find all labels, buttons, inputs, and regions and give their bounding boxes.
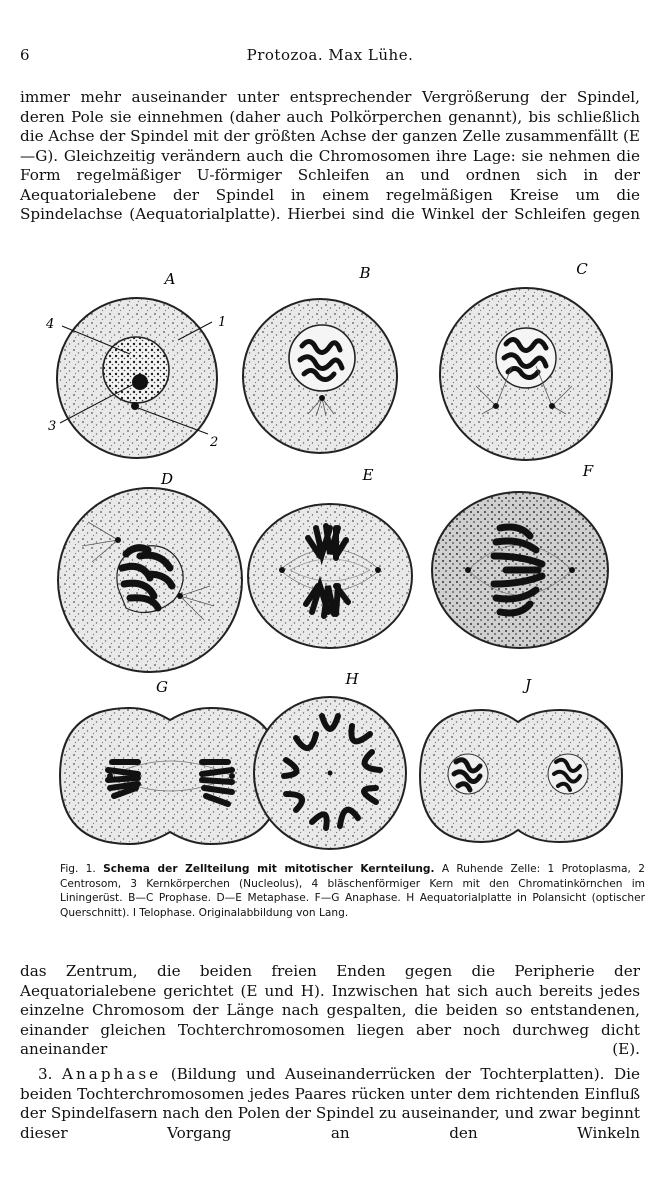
callout-3: 3 — [48, 419, 57, 434]
panel-label-a: A — [164, 270, 176, 288]
panel-label-g: G — [156, 678, 168, 696]
page-number: 6 — [20, 46, 30, 64]
page-header — [20, 46, 640, 68]
cell-g — [60, 708, 280, 844]
running-title: Protozoa. Max Lühe. — [246, 46, 414, 64]
caption-body: A Ruhende Zelle: 1 Protoplasma, 2 Centrosom, 3 Kernkörperchen (Nucleolus), 4 bläschenförmiger Kern mit den Chromatinkörnchen im Liningerüst. B—C Prophase. D—E Metaphase. F—G Anaphase. H Aequatorialplatte in Polansicht (optischer Querschnitt). I Telophase. Originalabbildung von Lang. — [60, 863, 645, 919]
paragraph-bottom: das Zentrum, die beiden freien Enden gegen die Peripherie der Aequatorialebene gerichtet (E und H). Inzwischen hat sich auch bereits jedes einzelne Chromosom der Länge nach gespalten, die beiden so entstandenen, einander gleichen Tochterchromosomen liegen aber noch durchweg dicht aneinander (E). — [20, 962, 640, 1058]
panel-label-b: B — [359, 264, 371, 282]
figure-caption — [60, 862, 645, 920]
caption-title: Schema der Zellteilung mit mitotischer Kernteilung. — [103, 863, 435, 875]
callout-4: 4 — [46, 317, 55, 332]
panel-label-h: H — [345, 670, 359, 688]
callout-2: 2 — [210, 435, 219, 450]
panel-label-c: C — [576, 260, 588, 278]
section-term: Anaphase — [62, 1065, 162, 1083]
callout-1: 1 — [218, 315, 227, 330]
panel-label-f: F — [582, 462, 594, 480]
panel-label-e: E — [362, 466, 374, 484]
panel-label-j: J — [524, 676, 532, 694]
section-number: 3. — [38, 1065, 53, 1083]
mitosis-figure — [0, 258, 660, 858]
cell-h — [254, 697, 406, 849]
panel-label-d: D — [160, 470, 174, 488]
paragraph-top: immer mehr auseinander unter entsprechender Vergrößerung der Spindel, deren Pole sie einnehmen (daher auch Polkörperchen genannt), bis schließlich die Achse der Spindel mit der größten Achse der ganzen Zelle zusammenfällt (E—G). Gleichzeitig verändern auch die Chromosomen ihre Lage: sie nehmen die Form regelmäßiger U-förmiger Schleifen an und ordnen sich in der Aequatorialebene der Spindel in einem regelmäßigen Kreise um die Spindelachse (Aequatorialplatte). Hierbei sind die Winkel der Schleifen gegen — [20, 88, 640, 223]
cell-a — [45, 298, 226, 458]
cell-b — [243, 299, 397, 453]
cell-d — [58, 488, 242, 672]
cell-f — [432, 492, 608, 648]
cell-j — [420, 710, 622, 842]
section-text: (Bildung und Auseinanderrücken der Tochterplatten). Die beiden Tochterchromosomen jedes Paares rücken unter dem richtenden Einfluß der Spindelfasern nach den Polen der Spindel zu auseinander, und zwar beginnt dieser Vorgang an den Winkeln — [20, 1065, 641, 1142]
cell-c — [440, 288, 612, 460]
section-anaphase — [20, 1065, 640, 1143]
cell-e — [248, 504, 412, 648]
caption-fig-number: Fig. 1. — [60, 863, 96, 875]
